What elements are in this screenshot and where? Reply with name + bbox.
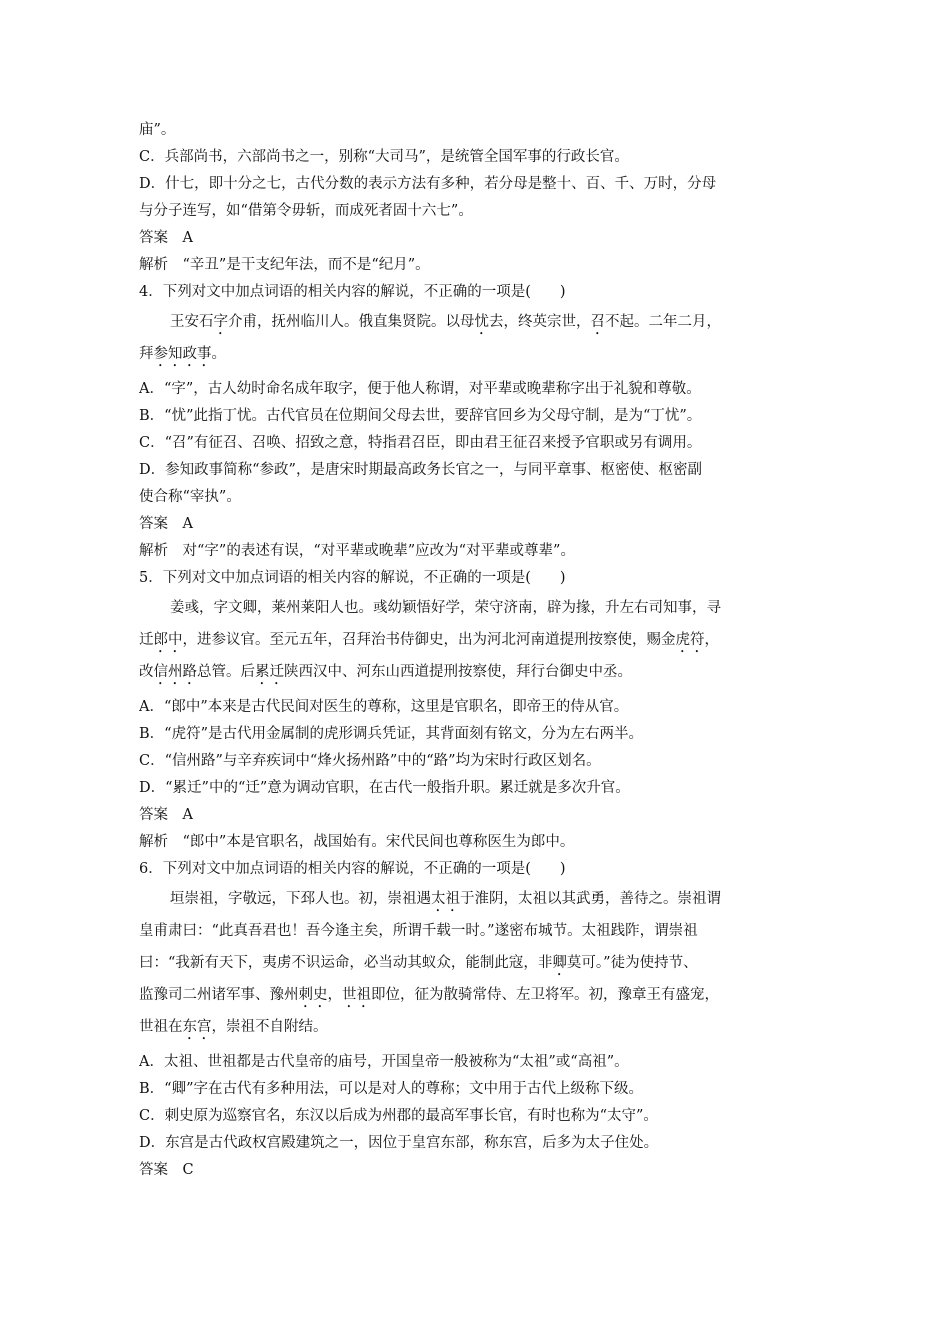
option-line: 与分子连写，如“借第令毋斩，而成死者固十六七”。 xyxy=(139,203,473,219)
passage-segment: 迁 xyxy=(139,632,154,648)
answer-line: 答案 A xyxy=(139,807,193,823)
passage-line xyxy=(139,979,814,1011)
passage-segment: 陕西汉中、河东山西道提刑按察使，拜行台御史中丞。 xyxy=(284,664,632,680)
passage-segment: 即位，征为散骑常侍、左卫将军。初，豫章王有盛宠， xyxy=(371,987,719,1003)
option-line: C．兵部尚书，六部尚书之一，别称“大司马”，是统管全国军事的行政长官。 xyxy=(139,149,629,165)
option-line: C．“召”有征召、召唤、招致之意，特指君召臣，即由君王征召来授予官职或另有调用。 xyxy=(139,435,702,451)
explanation-line: 解析 对“字”的表述有误，“对平辈或晚辈”应改为“对平辈或尊辈”。 xyxy=(139,543,575,559)
passage-segment: 垣崇祖，字敬远，下邳人也。初，崇祖遇 xyxy=(170,891,431,907)
answer-line: 答案 A xyxy=(139,230,193,246)
dotted-term: 世祖 xyxy=(342,987,371,1003)
passage-segment: 拜 xyxy=(139,346,154,362)
passage-line xyxy=(139,338,814,370)
passage-segment: 于淮阴，太祖以其武勇，善待之。崇祖谓 xyxy=(460,891,721,907)
option-line: B．“虎符”是古代用金属制的虎形调兵凭证，其背面刻有铭文，分为左右两半。 xyxy=(139,726,643,742)
passage-line xyxy=(139,656,814,688)
passage-segment: 莫可。”徒为使持节、 xyxy=(566,955,698,971)
passage-segment: ， xyxy=(704,632,719,648)
explanation-line: 解析 “郎中”本是官职名，战国始有。宋代民间也尊称医生为郎中。 xyxy=(139,834,575,850)
dotted-term: 累迁 xyxy=(255,664,284,680)
passage-segment: 世祖在 xyxy=(139,1019,183,1035)
question-stem: 5．下列对文中加点词语的相关内容的解说，不正确的一项是( ) xyxy=(139,570,566,586)
option-line: D．什七，即十分之七，古代分数的表示方法有多种，若分母是整十、百、千、万时，分母 xyxy=(139,176,717,192)
passage-line xyxy=(139,624,814,656)
dotted-term: 太祖 xyxy=(431,891,460,907)
question-stem: 6．下列对文中加点词语的相关内容的解说，不正确的一项是( ) xyxy=(139,861,566,877)
question-stem: 4．下列对文中加点词语的相关内容的解说，不正确的一项是( ) xyxy=(139,284,566,300)
document-page xyxy=(139,117,814,1184)
dotted-term: 虎符 xyxy=(675,632,705,648)
passage-segment: 介甫，抚州临川人。俄直集贤院。以母 xyxy=(228,314,475,330)
passage-segment: ， xyxy=(327,987,342,1003)
passage-segment: 改 xyxy=(139,664,154,680)
option-line: C．刺史原为巡察官名，东汉以后成为州郡的最高军事长官，有时也称为“太守”。 xyxy=(139,1108,658,1124)
passage-segment: 监豫司二州诸军事、豫州 xyxy=(139,987,299,1003)
passage-segment: ，进参议官。至元五年，召拜治书侍御史，出为河北河南道提刑按察使，赐金 xyxy=(182,632,676,648)
option-line: D．“累迁”中的“迁”意为调动官职，在古代一般指升职。累迁就是多次升官。 xyxy=(139,780,630,796)
dotted-term: 卿 xyxy=(552,955,567,971)
passage-segment: 总管。后 xyxy=(197,664,255,680)
dotted-term: 刺史 xyxy=(298,987,328,1003)
option-line: A．太祖、世祖都是古代皇帝的庙号，开国皇帝一般被称为“太祖”或“高祖”。 xyxy=(139,1054,629,1070)
option-line: A．“郎中”本来是古代民间对医生的尊称，这里是官职名，即帝王的侍从官。 xyxy=(139,699,629,715)
option-line: D．东宫是古代政权宫殿建筑之一，因位于皇宫东部，称东宫，后多为太子住处。 xyxy=(139,1135,659,1151)
passage-segment: 王安石 xyxy=(170,314,214,330)
option-line: B．“忧”此指丁忧。古代官员在位期间父母去世，要辞官回乡为父母守制，是为“丁忧”。 xyxy=(139,408,702,424)
passage-line xyxy=(139,592,814,624)
dotted-term: 东宫 xyxy=(182,1019,212,1035)
dotted-term: 参知政事 xyxy=(153,346,212,362)
option-line: B．“卿”字在古代有多种用法，可以是对人的尊称；文中用于古代上级称下级。 xyxy=(139,1081,643,1097)
passage-line xyxy=(139,883,814,915)
dotted-term: 忧 xyxy=(474,314,489,330)
passage-segment: 曰：“我新有天下，夷虏不识运命，必当动其蚁众，能制此寇，非 xyxy=(139,955,553,971)
answer-line: 答案 C xyxy=(139,1162,194,1178)
passage-segment: 姜彧，字文卿，莱州莱阳人也。彧幼颖悟好学，荣守济南，辟为掾，升左右司知事，寻 xyxy=(170,600,721,616)
explanation-line: 解析 “辛丑”是干支纪年法，而不是“纪月”。 xyxy=(139,257,430,273)
dotted-term: 郎中 xyxy=(153,632,183,648)
dotted-term: 信州路 xyxy=(153,664,197,680)
passage-line xyxy=(139,915,814,947)
passage-segment: 不起。二年二月， xyxy=(605,314,721,330)
dotted-term: 召 xyxy=(590,314,605,330)
passage-segment: 皇甫肃曰：“此真吾君也！吾今逢主矣，所谓千载一时。”遂密布城节。太祖践阼，谓崇祖 xyxy=(139,923,698,939)
passage-line xyxy=(139,306,814,338)
option-line: 使合称“宰执”。 xyxy=(139,489,241,505)
passage-line xyxy=(139,1011,814,1043)
dotted-term: 字 xyxy=(213,314,228,330)
passage-segment: 去，终英宗世， xyxy=(489,314,591,330)
option-line: 庙”。 xyxy=(139,122,176,138)
passage-segment: 。 xyxy=(211,346,226,362)
passage-line xyxy=(139,947,814,979)
option-line: D．参知政事简称“参政”，是唐宋时期最高政务长官之一，与同平章事、枢密使、枢密副 xyxy=(139,462,702,478)
option-line: C．“信州路”与辛弃疾词中“烽火扬州路”中的“路”均为宋时行政区划名。 xyxy=(139,753,601,769)
answer-line: 答案 A xyxy=(139,516,193,532)
option-line: A．“字”，古人幼时命名成年取字，便于他人称谓，对平辈或晚辈称字出于礼貌和尊敬。 xyxy=(139,381,701,397)
passage-segment: ，崇祖不自附结。 xyxy=(211,1019,328,1035)
